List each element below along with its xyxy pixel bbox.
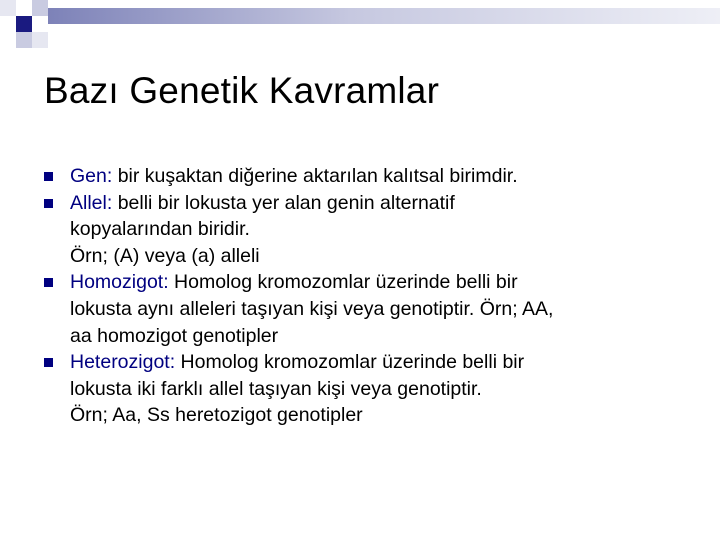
bullet-line: lokusta iki farklı allel taşıyan kişi veya genotiptir. xyxy=(70,377,482,400)
header-decoration xyxy=(0,0,720,48)
header-band xyxy=(48,8,720,24)
bullet-line: Örn; (A) veya (a) alleli xyxy=(70,244,260,267)
square-bullet-icon xyxy=(44,358,53,367)
term-label: Heterozigot: xyxy=(70,351,176,374)
bullet-line: kopyalarından biridir. xyxy=(70,218,250,241)
deco-square xyxy=(0,0,16,16)
deco-square xyxy=(16,32,32,48)
bullet-line xyxy=(70,190,704,217)
bullet-list xyxy=(44,163,704,429)
term-label: Homozigot: xyxy=(70,271,169,294)
deco-square xyxy=(16,0,32,16)
term-label: Allel: xyxy=(70,191,113,214)
definition-text: bir kuşaktan diğerine aktarılan kalıtsal birimdir. xyxy=(112,165,518,187)
deco-square xyxy=(16,16,32,32)
bullet-item-heterozigot xyxy=(44,349,704,429)
deco-square xyxy=(32,32,48,48)
slide-title: Bazı Genetik Kavramlar xyxy=(44,70,440,111)
deco-square xyxy=(32,0,48,16)
definition-text: belli bir lokusta yer alan genin alternatif xyxy=(112,191,455,214)
square-bullet-icon xyxy=(44,199,53,208)
bullet-line xyxy=(70,269,704,296)
bullet-item-gen xyxy=(44,163,704,190)
deco-square xyxy=(0,16,16,32)
definition-text: Homolog kromozomlar üzerinde belli bir xyxy=(168,271,518,294)
bullet-line xyxy=(70,163,704,190)
definition-text: Homolog kromozomlar üzerinde belli bir xyxy=(175,351,525,374)
square-bullet-icon xyxy=(44,172,53,181)
bullet-line: aa homozigot genotipler xyxy=(70,324,279,347)
term-label: Gen: xyxy=(70,165,113,187)
bullet-item-allel xyxy=(44,190,704,270)
bullet-item-homozigot xyxy=(44,269,704,349)
bullet-line xyxy=(70,349,704,376)
deco-square xyxy=(32,16,48,32)
square-bullet-icon xyxy=(44,278,53,287)
bullet-line: lokusta aynı alleleri taşıyan kişi veya genotiptir. Örn; AA, xyxy=(70,297,554,320)
bullet-line: Örn; Aa, Ss heretozigot genotipler xyxy=(70,404,363,427)
